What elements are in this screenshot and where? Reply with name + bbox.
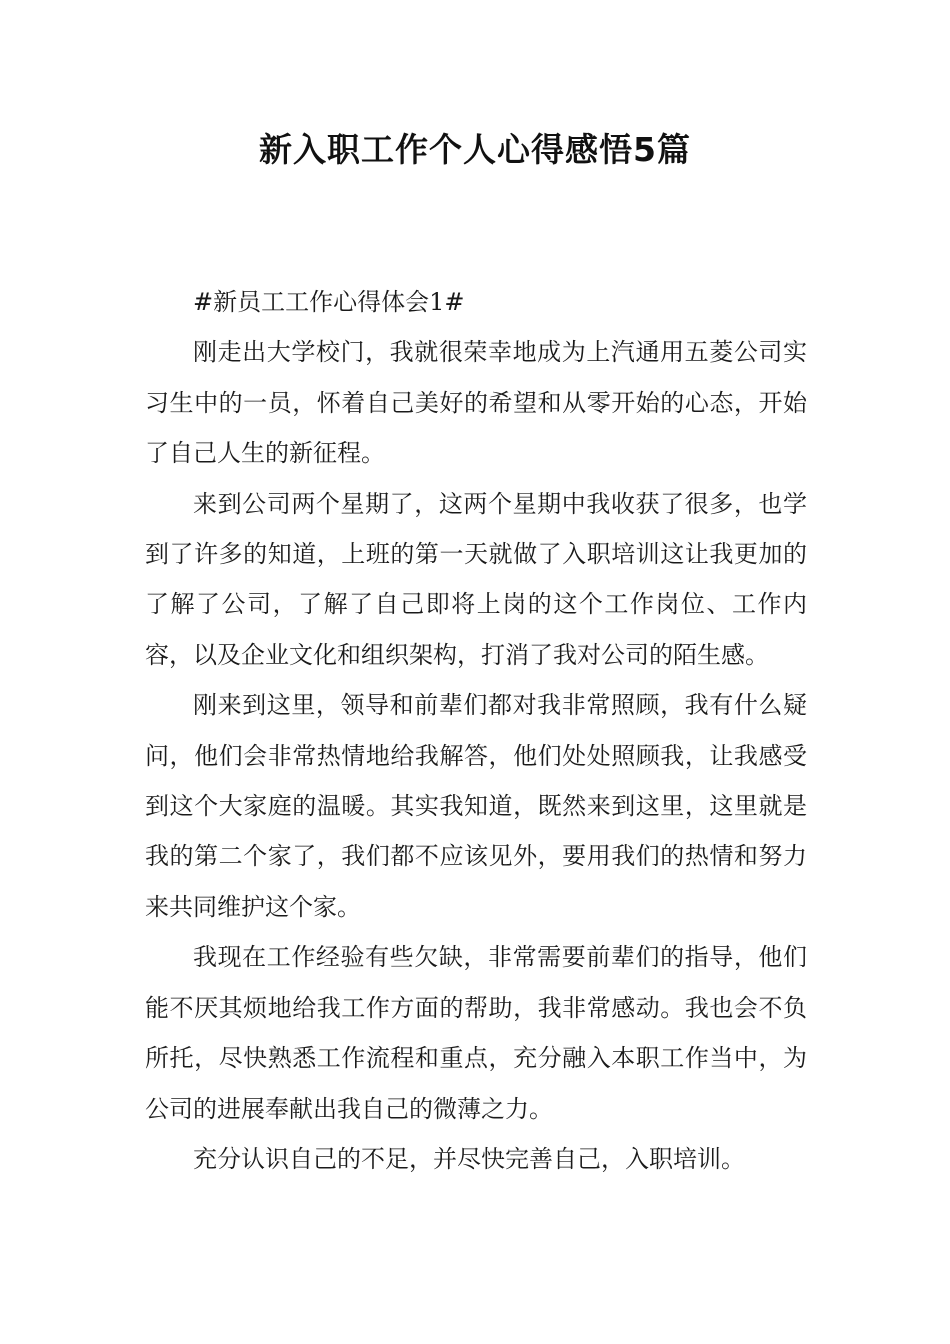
paragraph: 刚来到这里，领导和前辈们都对我非常照顾，我有什么疑问，他们会非常热情地给我解答，他们处处照顾我，让我感受到这个大家庭的温暖。其实我知道，既然来到这里，这里就是我的第二个家了，我们都不应该见外，要用我们的热情和努力来共同维护这个家。 [145,691,807,921]
paragraph: 我现在工作经验有些欠缺，非常需要前辈们的指导，他们能不厌其烦地给我工作方面的帮助，我非常感动。我也会不负所托，尽快熟悉工作流程和重点，充分融入本职工作当中，为公司的进展奉献出我自己的微薄之力。 [145,943,807,1123]
paragraph: 充分认识自己的不足，并尽快完善自己，入职培训。 [193,1144,745,1173]
document-body [145,277,807,1184]
paragraph: 来到公司两个星期了，这两个星期中我收获了很多，也学到了许多的知道，上班的第一天就做了入职培训这让我更加的了解了公司，了解了自己即将上岗的这个工作岗位、工作内容，以及企业文化和组织架构，打消了我对公司的陌生感。 [145,489,807,669]
section-heading: #新员工工作心得体会1# [193,288,465,316]
document-title: 新入职工作个人心得感悟5篇 [259,130,691,169]
paragraph: 刚走出大学校门，我就很荣幸地成为上汽通用五菱公司实习生中的一员，怀着自己美好的希望和从零开始的心态，开始了自己人生的新征程。 [145,338,807,468]
